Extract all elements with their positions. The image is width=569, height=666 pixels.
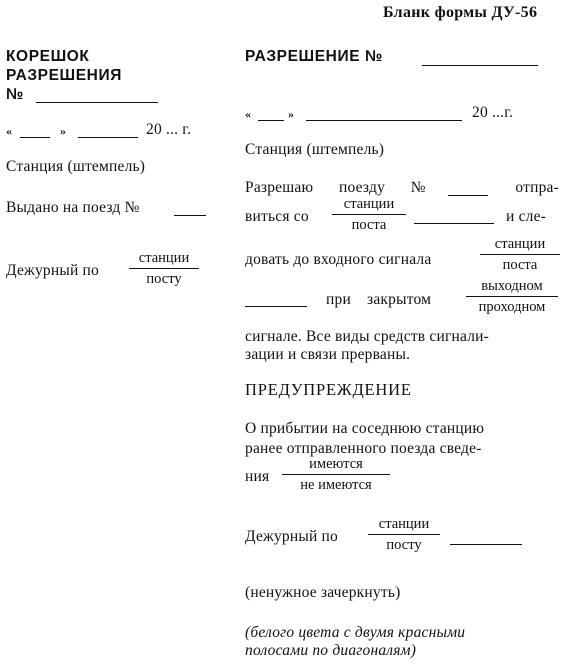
permit-p1-line5: сигнале. Все виды средств сигнали- bbox=[245, 328, 490, 345]
permit-p1-word-depart: отпра- bbox=[515, 179, 559, 196]
permit-p1-line2-frac-top: станции bbox=[343, 196, 395, 212]
permit-p1-line2-a: виться со bbox=[245, 208, 309, 225]
permit-p1-line3-frac-bar bbox=[480, 254, 560, 255]
color-note-line2: полосами по диагоналям) bbox=[245, 642, 417, 659]
permit-p1-line2-b: и сле- bbox=[506, 208, 547, 225]
stub-frac-bar bbox=[129, 268, 199, 269]
stub-number-field[interactable] bbox=[36, 102, 158, 103]
permit-p1-line3-fraction bbox=[480, 236, 560, 274]
permit-p1-line3-frac-bottom: поста bbox=[502, 257, 538, 273]
permit-duty-by: Дежурный по bbox=[245, 528, 338, 545]
stub-duty-by: Дежурный по bbox=[6, 262, 99, 279]
stub-station-stamp: Станция (штемпель) bbox=[6, 158, 146, 175]
cross-out-note: (ненужное зачеркнуть) bbox=[245, 584, 401, 601]
stub-station-post-fraction bbox=[129, 250, 199, 288]
stub-year: 20 ... г. bbox=[146, 121, 192, 138]
warning-frac-bottom: не имеются bbox=[300, 477, 372, 493]
permit-duty-fraction bbox=[368, 516, 440, 554]
stub-title-line1: КОРЕШОК bbox=[6, 48, 90, 65]
permit-duty-frac-top: станции bbox=[378, 516, 430, 532]
permit-station-stamp: Станция (штемпель) bbox=[245, 141, 385, 158]
stub-number-sign: № bbox=[6, 86, 24, 103]
permit-p1-line2-fraction bbox=[332, 196, 406, 234]
stub-quote-open: « bbox=[6, 124, 12, 138]
permit-p1-word-allow: Разрешаю bbox=[245, 179, 314, 196]
stub-month-field[interactable] bbox=[78, 137, 138, 138]
permit-p1-line2-frac-bar bbox=[332, 214, 406, 215]
stub-frac-bottom: посту bbox=[146, 271, 182, 287]
permit-p1-line3-frac-top: станции bbox=[494, 236, 546, 252]
permit-train-number-field[interactable] bbox=[448, 195, 488, 196]
form-title: Бланк формы ДУ-56 bbox=[383, 4, 538, 21]
color-note-line1: (белого цвета с двумя красными bbox=[245, 624, 466, 641]
stub-day-field[interactable] bbox=[20, 137, 50, 138]
permit-departure-station-field[interactable] bbox=[414, 223, 494, 224]
warning-line2: ранее отправленного поезда сведе- bbox=[245, 440, 482, 457]
permit-p1-line4-frac-bottom: проходном bbox=[478, 299, 546, 315]
warning-title: ПРЕДУПРЕЖДЕНИЕ bbox=[245, 380, 412, 399]
permit-p1-line4-a: при закрытом bbox=[326, 291, 432, 308]
stub-issued-to-train: Выдано на поезд № bbox=[6, 199, 140, 216]
permit-entry-signal-field[interactable] bbox=[245, 306, 307, 307]
permit-p1-line4-fraction bbox=[466, 278, 558, 316]
permit-signature-field[interactable] bbox=[450, 544, 522, 545]
permit-p1-line6: зации и связи прерваны. bbox=[245, 346, 411, 363]
warning-frac-top: имеются bbox=[309, 456, 363, 472]
warning-line1: О прибытии на соседнюю станцию bbox=[245, 420, 485, 437]
permit-year: 20 ...г. bbox=[472, 104, 514, 121]
stub-quote-close: » bbox=[60, 124, 66, 138]
permit-p1-line3-a: довать до входного сигнала bbox=[245, 251, 432, 268]
permit-p1-word-train: поезду bbox=[339, 179, 386, 196]
stub-frac-top: станции bbox=[138, 250, 190, 266]
warning-line3: ния bbox=[245, 468, 270, 485]
permit-quote-close: » bbox=[288, 107, 294, 121]
permit-duty-frac-bar bbox=[368, 534, 440, 535]
stub-train-number-field[interactable] bbox=[174, 215, 206, 216]
permit-day-field[interactable] bbox=[258, 120, 284, 121]
permit-p1-line1 bbox=[245, 179, 559, 197]
permit-number-field[interactable] bbox=[422, 65, 538, 66]
permit-quote-open: « bbox=[245, 107, 251, 121]
warning-fraction bbox=[282, 456, 390, 494]
permit-month-field[interactable] bbox=[306, 120, 462, 121]
permit-p1-number-sign: № bbox=[410, 179, 426, 196]
permit-title: РАЗРЕШЕНИЕ № bbox=[245, 48, 383, 65]
permit-duty-frac-bottom: посту bbox=[386, 537, 422, 553]
stub-title-line2: РАЗРЕШЕНИЯ bbox=[6, 67, 122, 84]
permit-p1-line4-frac-top: выходном bbox=[481, 278, 543, 294]
warning-frac-bar bbox=[282, 474, 390, 475]
permit-p1-line2-frac-bottom: поста bbox=[351, 217, 387, 233]
permit-p1-line4-frac-bar bbox=[466, 296, 558, 297]
